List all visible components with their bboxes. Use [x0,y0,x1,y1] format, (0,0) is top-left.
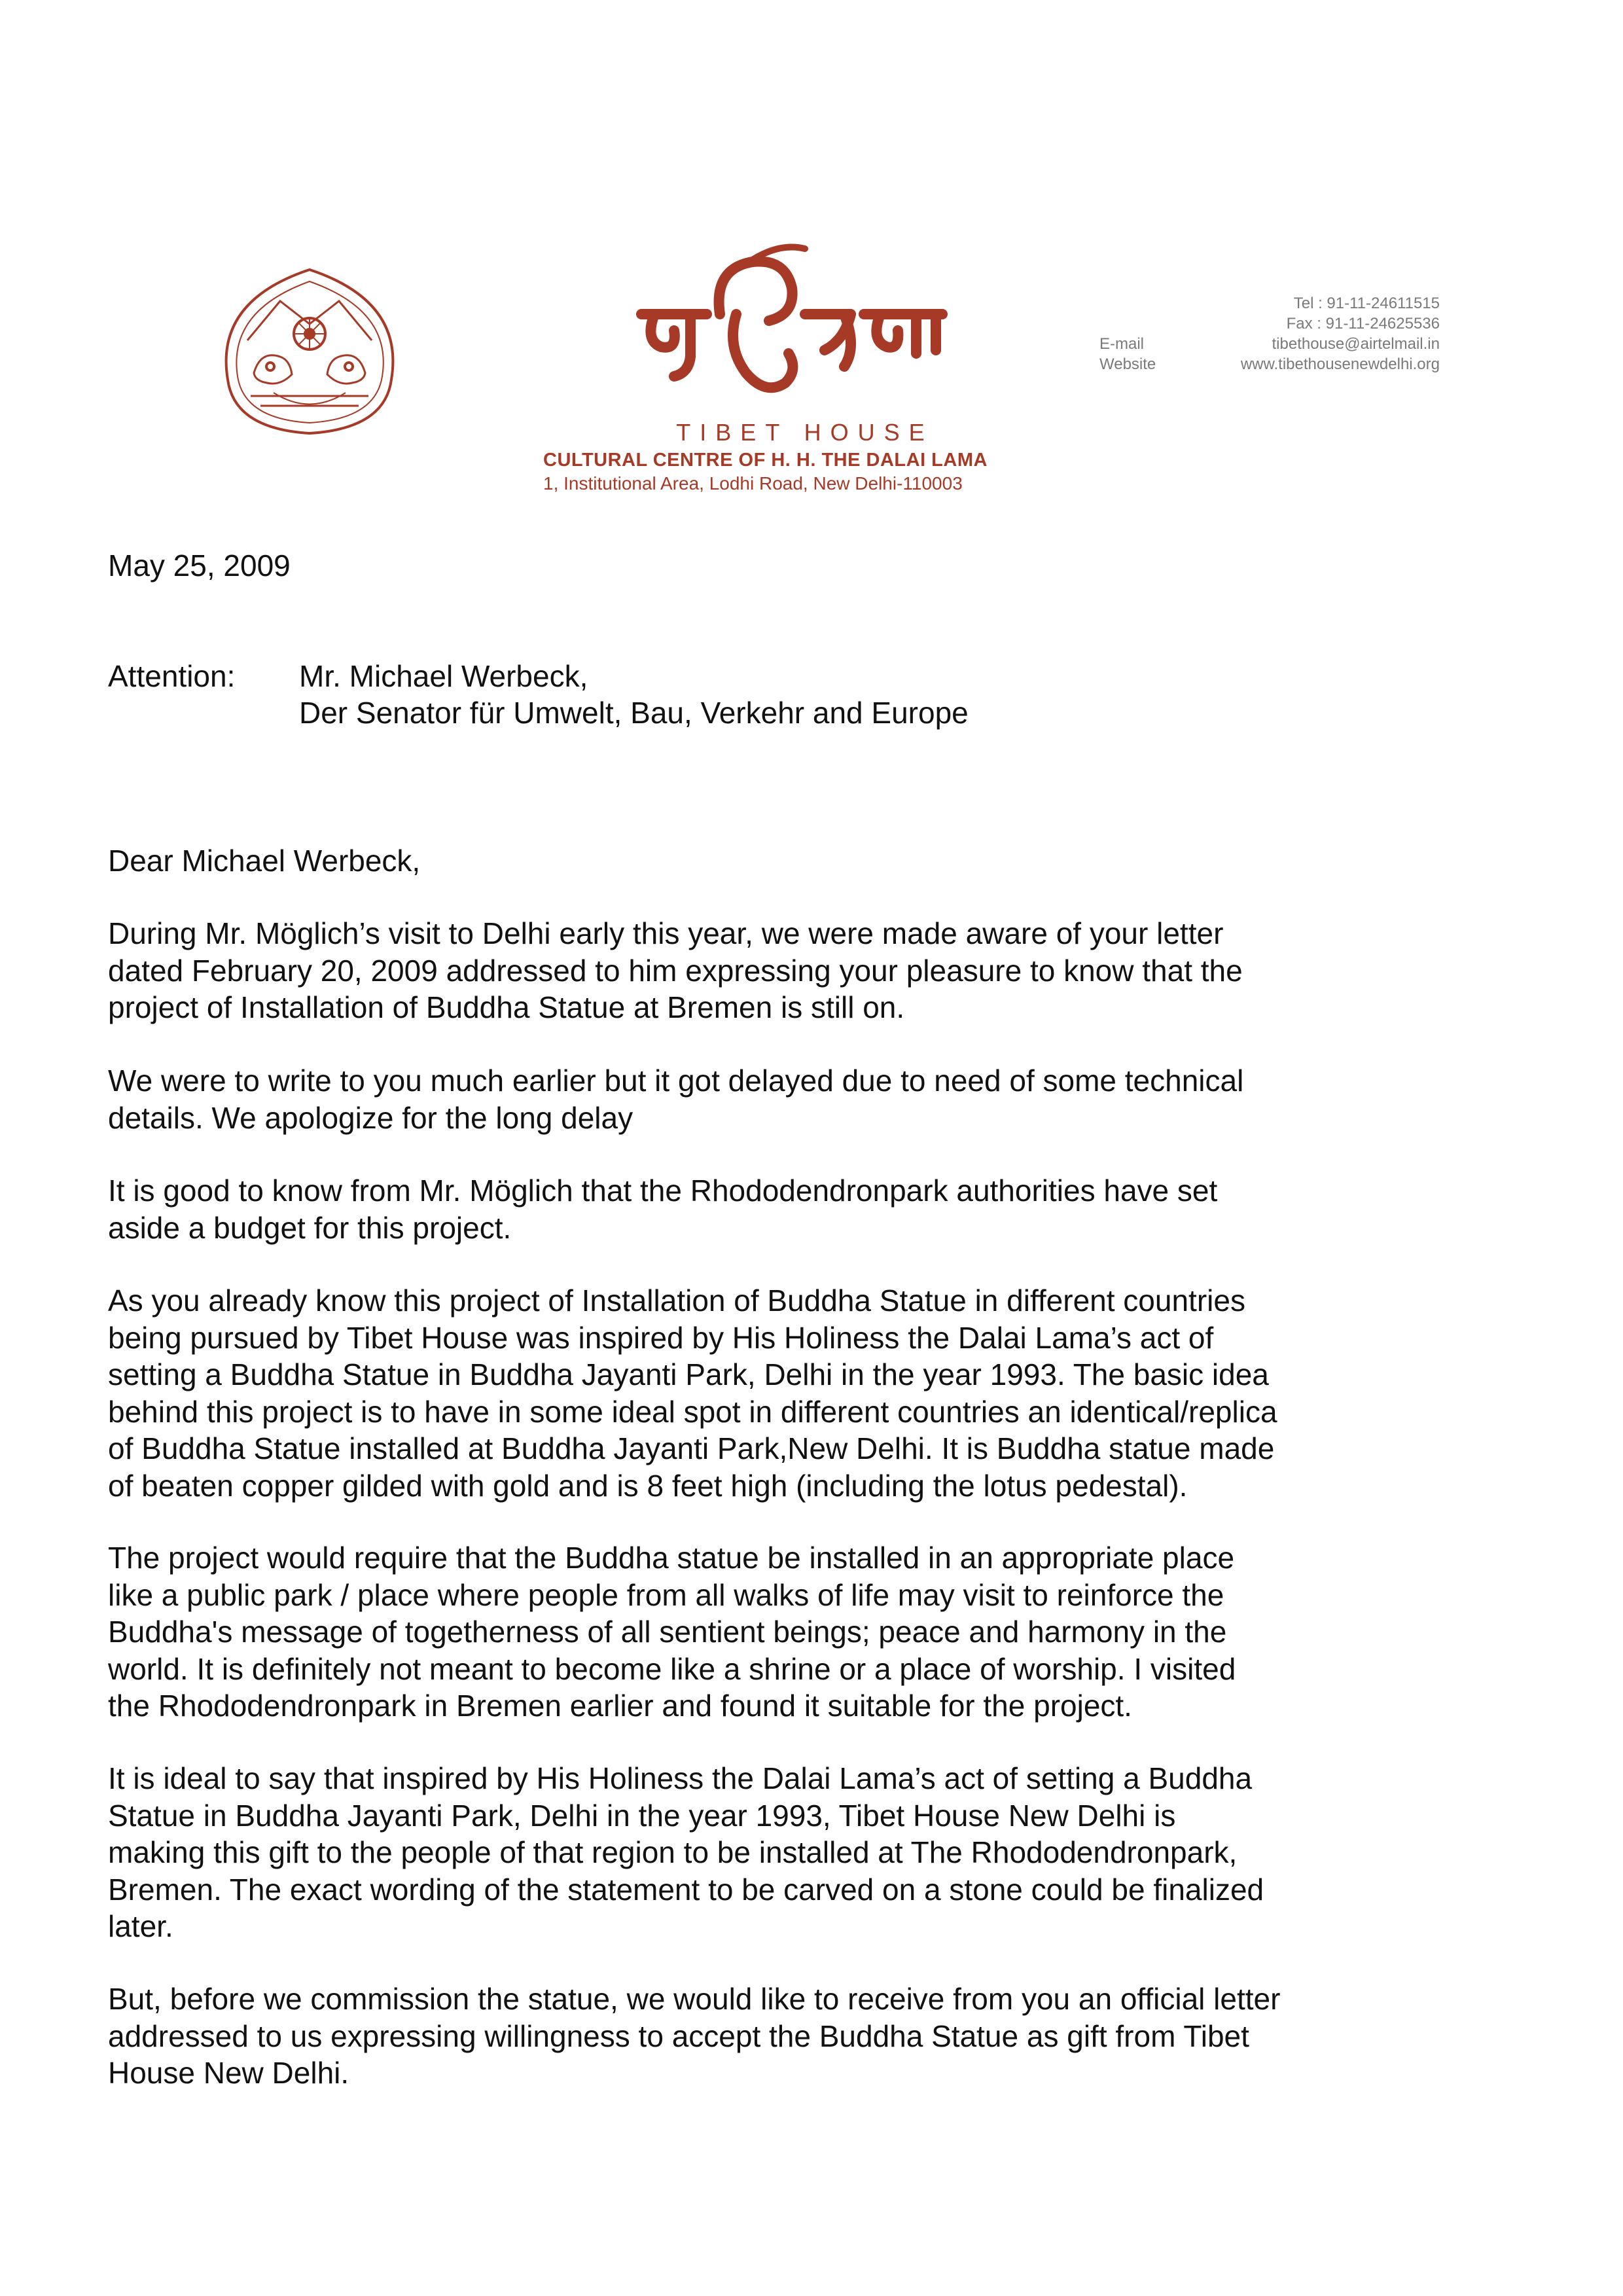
paragraph-line: addressed to us expressing willingness to accept the Buddha Statue as gift from Tibet [108,2018,1249,2053]
body-paragraph [108,1282,1417,1504]
body-paragraph [108,915,1417,1026]
body-paragraph [108,1062,1417,1136]
contact-website-label: Website [1099,355,1156,373]
salutation: Dear Michael Werbeck, [108,844,421,878]
paragraph-line: During Mr. Möglich’s visit to Delhi early this year, we were made aware of your letter [108,916,1224,950]
paragraph-line: the Rhododendronpark in Bremen earlier and found it suitable for the project. [108,1689,1132,1723]
paragraph-line: being pursued by Tibet House was inspired by His Holiness the Dalai Lama’s act of [108,1320,1214,1355]
paragraph-line: world. It is definitely not meant to become like a shrine or a place of worship. I visited [108,1651,1236,1686]
paragraph-line: dated February 20, 2009 addressed to him expressing your pleasure to know that the [108,953,1243,988]
attention-recipient [299,658,969,731]
contact-fax: Fax : 91-11-24625536 [1286,315,1440,332]
paragraph-line: We were to write to you much earlier but it got delayed due to need of some technical [108,1064,1244,1098]
paragraph-line: Buddha's message of togetherness of all sentient beings; peace and harmony in the [108,1615,1227,1649]
paragraph-line: Statue in Buddha Jayanti Park, Delhi in the year 1993, Tibet House New Delhi is [108,1798,1176,1833]
paragraph-line: setting a Buddha Statue in Buddha Jayanti Park, Delhi in the year 1993. The basic idea [108,1357,1269,1391]
paragraph-line: But, before we commission the statue, we would like to receive from you an official letter [108,1982,1281,2016]
paragraph-line: It is good to know from Mr. Möglich that the Rhododendronpark authorities have set [108,1174,1218,1208]
paragraph-line: Bremen. The exact wording of the statement to be carved on a stone could be finalized [108,1872,1264,1907]
paragraph-line: making this gift to the people of that region to be installed at The Rhododendronpark, [108,1835,1238,1869]
attention-label: Attention: [108,659,236,693]
paragraph-line: aside a budget for this project. [108,1210,512,1245]
tibet-emblem-seal [208,262,411,442]
org-address: 1, Institutional Area, Lodhi Road, New Delhi-110003 [543,473,963,493]
contact-website-value: www.tibethousenewdelhi.org [1240,355,1440,373]
body-paragraph [108,1760,1417,1945]
paragraph-line: As you already know this project of Installation of Buddha Statue in different countries [108,1283,1245,1318]
paragraph-line: of beaten copper gilded with gold and is 8 feet high (including the lotus pedestal). [108,1468,1188,1503]
paragraph-line: House New Delhi. [108,2056,349,2090]
contact-tel: Tel : 91-11-24611515 [1293,295,1440,312]
org-name: TIBET HOUSE [676,419,934,446]
org-subtitle: CULTURAL CENTRE OF H. H. THE DALAI LAMA [543,450,988,471]
paragraph-line: It is ideal to say that inspired by His Holiness the Dalai Lama’s act of setting a Buddha [108,1761,1253,1795]
paragraph-line: later. [108,1909,173,1943]
paragraph-line: of Buddha Statue installed at Buddha Jayanti Park,New Delhi. It is Buddha statue made [108,1431,1275,1465]
body-paragraph [108,1172,1417,1246]
attention-line: Der Senator für Umwelt, Bau, Verkehr and Europe [299,696,969,730]
paragraph-line: details. We apologize for the long delay [108,1100,633,1135]
body-paragraph [108,1539,1417,1725]
paragraph-line: project of Installation of Buddha Statue at Bremen is still on. [108,990,905,1024]
paragraph-line: The project would require that the Buddha statue be installed in an appropriate place [108,1541,1235,1575]
letter-date: May 25, 2009 [108,548,291,583]
paragraph-line: behind this project is to have in some ideal spot in different countries an identical/replica [108,1394,1277,1429]
contact-email-label: E-mail [1099,335,1145,353]
tibetan-script-logo [628,242,955,412]
contact-block [1099,293,1440,374]
attention-line: Mr. Michael Werbeck, [299,659,588,693]
paragraph-line: like a public park / place where people from all walks of life may visit to reinforce the [108,1577,1224,1612]
contact-email-value: tibethouse@airtelmail.in [1272,335,1440,353]
body-paragraph [108,1981,1417,2092]
